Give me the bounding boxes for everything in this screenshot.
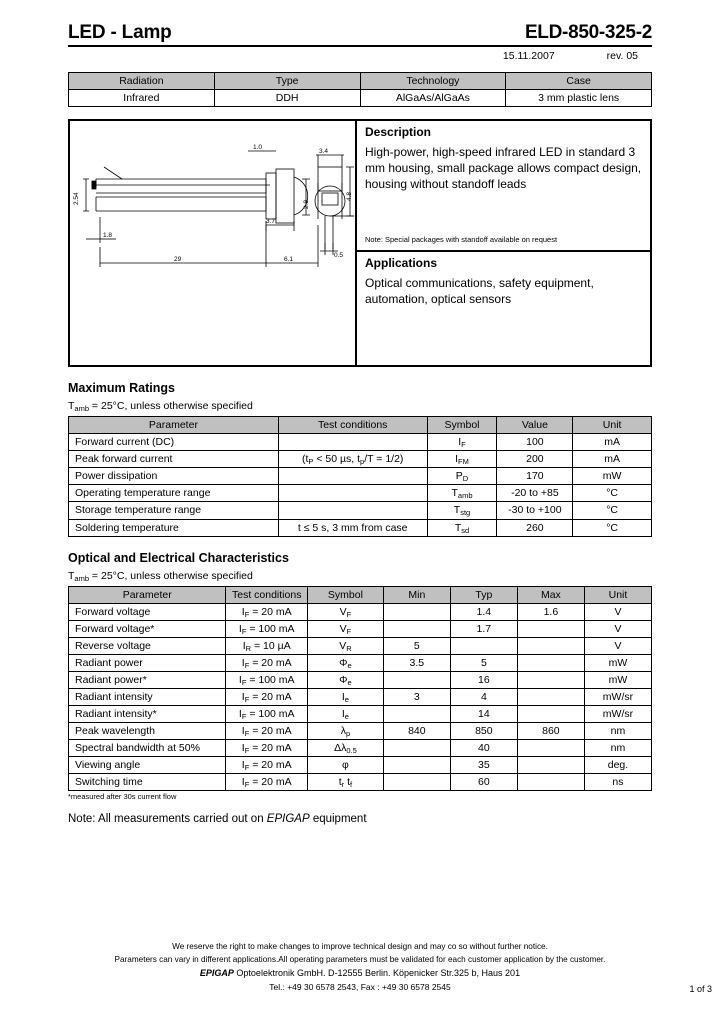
oc-test-conditions: $I_F = 20$ mA: [226, 723, 308, 740]
maximum-ratings-heading: Maximum Ratings: [68, 381, 175, 396]
description-note: Note: Special packages with standoff available on request: [365, 235, 558, 245]
table-row: [69, 451, 652, 468]
oc-parameter: Radiant power*: [69, 671, 226, 688]
dim-6-1: 6.1: [284, 256, 294, 264]
footer-address: Optoelektronik GmbH. D-12555 Berlin. Köpenicker Str.325 b, Haus 201: [233, 967, 521, 978]
table-row: [69, 654, 652, 671]
table-row: [69, 774, 652, 791]
footer-company: EPIGAP: [199, 967, 234, 978]
oc-typ: 4: [450, 688, 517, 705]
oc-max: [517, 671, 584, 688]
oc-typ: 14: [450, 706, 517, 723]
mr-unit: mW: [573, 468, 652, 485]
dim-3-7: 3.7: [266, 218, 276, 226]
oc-unit: V: [584, 620, 651, 637]
table-row: [69, 740, 652, 757]
mr-unit: °C: [573, 519, 652, 536]
measurement-note: [68, 813, 652, 825]
oc-min: [383, 620, 450, 637]
dim-2-54: 2.54: [73, 192, 80, 206]
oc-symbol: $\Phi_e$: [308, 671, 384, 688]
oc-typ: 40: [450, 740, 517, 757]
optical-footnote: *measured after 30s current flow: [68, 792, 177, 802]
oc-unit: mW/sr: [584, 706, 651, 723]
table-row: [69, 485, 652, 502]
mr-test-conditions: [278, 468, 427, 485]
oc-symbol: $t_r$ $t_f$: [308, 774, 384, 791]
oc-symbol: $\Delta\lambda_{0.5}$: [308, 740, 384, 757]
applications-body: Optical communications, safety equipment, automation, optical sensors: [365, 276, 594, 306]
optical-characteristics-table: [68, 586, 652, 792]
mr-symbol: $T_{amb}$: [427, 485, 497, 502]
table-row: [69, 688, 652, 705]
col-type: Type: [214, 73, 360, 90]
mr-value: 170: [497, 468, 573, 485]
mr-col-test-conditions: Test conditions: [278, 417, 427, 434]
oc-max: [517, 654, 584, 671]
oc-min: [383, 603, 450, 620]
oc-parameter: Viewing angle: [69, 757, 226, 774]
oc-parameter: Radiant power: [69, 654, 226, 671]
oc-min: 3.5: [383, 654, 450, 671]
oc-max: [517, 774, 584, 791]
maximum-ratings-table: [68, 416, 652, 536]
document-revision: rev. 05: [606, 50, 638, 62]
package-drawing: [70, 121, 357, 365]
dim-4-8: 4.8: [346, 192, 353, 202]
table-row: [69, 468, 652, 485]
mr-unit: °C: [573, 485, 652, 502]
mr-body: [69, 434, 652, 536]
dim-0-5: 0.5: [334, 252, 344, 260]
applications-pane: [357, 252, 650, 365]
oc-symbol: $\Phi_e$: [308, 654, 384, 671]
optical-characteristics-table-wrap: [68, 586, 652, 792]
oc-symbol: $V_F$: [308, 603, 384, 620]
mr-symbol: $I_{FM}$: [427, 451, 497, 468]
oc-symbol: $I_e$: [308, 688, 384, 705]
note-prefix: Note: All measurements carried out on: [68, 813, 267, 826]
table-row: [69, 620, 652, 637]
mr-unit: mA: [573, 434, 652, 451]
oc-test-conditions: $I_F = 100$ mA: [226, 671, 308, 688]
oc-parameter: Radiant intensity*: [69, 706, 226, 723]
mr-header-row: [69, 417, 652, 434]
oc-parameter: Spectral bandwidth at 50%: [69, 740, 226, 757]
oc-test-conditions: $I_F = 20$ mA: [226, 603, 308, 620]
mr-col-parameter: Parameter: [69, 417, 279, 434]
table-row: [69, 637, 652, 654]
mr-symbol: $T_{stg}$: [427, 502, 497, 519]
table-row: [69, 706, 652, 723]
oc-max: 1.6: [517, 603, 584, 620]
oc-symbol: $\lambda_p$: [308, 723, 384, 740]
oc-test-conditions: $I_F = 100$ mA: [226, 706, 308, 723]
oc-max: [517, 637, 584, 654]
dim-3-4: 3.4: [319, 148, 329, 156]
oc-test-conditions: $I_F = 100$ mA: [226, 620, 308, 637]
note-brand: EPIGAP: [266, 813, 310, 826]
page-number: 1 of 3: [689, 984, 712, 994]
mr-col-unit: Unit: [573, 417, 652, 434]
table-row: [69, 757, 652, 774]
summary-table-wrap: [68, 72, 652, 107]
oc-test-conditions: $I_F = 20$ mA: [226, 757, 308, 774]
oc-typ: 60: [450, 774, 517, 791]
maximum-ratings-subheading: $T_{amb} = 25^\circ C$, unless otherwise specified: [68, 400, 253, 414]
summary-table: [68, 72, 652, 107]
table-row: [69, 502, 652, 519]
header-meta: [30, 47, 690, 62]
oc-body: [69, 603, 652, 791]
optical-characteristics-heading: Optical and Electrical Characteristics: [68, 550, 289, 565]
oc-max: [517, 688, 584, 705]
mr-value: -20 to +85: [497, 485, 573, 502]
value-case: 3 mm plastic lens: [506, 90, 652, 107]
oc-typ: [450, 637, 517, 654]
summary-value-row: [69, 90, 652, 107]
table-row: [69, 434, 652, 451]
oc-min: [383, 740, 450, 757]
dim-1-8: 1.8: [103, 232, 113, 240]
oc-max: [517, 706, 584, 723]
package-drawing-svg: [70, 121, 355, 365]
info-block: [68, 119, 652, 367]
mr-unit: mA: [573, 451, 652, 468]
oc-parameter: Forward voltage*: [69, 620, 226, 637]
oc-typ: 850: [450, 723, 517, 740]
mr-symbol: $T_{sd}$: [427, 519, 497, 536]
mr-value: 260: [497, 519, 573, 536]
oc-symbol: $V_F$: [308, 620, 384, 637]
oc-parameter: Switching time: [69, 774, 226, 791]
oc-symbol: $I_e$: [308, 706, 384, 723]
mr-parameter: Power dissipation: [69, 468, 279, 485]
mr-value: -30 to +100: [497, 502, 573, 519]
mr-unit: °C: [573, 502, 652, 519]
oc-typ: 1.4: [450, 603, 517, 620]
mr-symbol: $I_F$: [427, 434, 497, 451]
oc-unit: mW/sr: [584, 688, 651, 705]
maximum-ratings-table-wrap: [68, 416, 652, 536]
dim-2-8: 2.8: [303, 200, 310, 210]
oc-unit: V: [584, 637, 651, 654]
mr-test-conditions: [278, 434, 427, 451]
oc-parameter: Radiant intensity: [69, 688, 226, 705]
oc-min: [383, 774, 450, 791]
dim-1-0: 1.0: [253, 144, 263, 152]
oc-min: [383, 757, 450, 774]
oc-parameter: Peak wavelength: [69, 723, 226, 740]
oc-col-symbol: Symbol: [308, 586, 384, 603]
oc-col-typ: Typ: [450, 586, 517, 603]
oc-symbol: φ: [308, 757, 384, 774]
oc-typ: 16: [450, 671, 517, 688]
mr-test-conditions: [278, 502, 427, 519]
oc-unit: mW: [584, 671, 651, 688]
oc-unit: nm: [584, 723, 651, 740]
oc-unit: V: [584, 603, 651, 620]
applications-heading: Applications: [365, 256, 438, 271]
col-case: Case: [506, 73, 652, 90]
oc-col-test-conditions: Test conditions: [226, 586, 308, 603]
oc-parameter: Forward voltage: [69, 603, 226, 620]
mr-parameter: Forward current (DC): [69, 434, 279, 451]
oc-parameter: Reverse voltage: [69, 637, 226, 654]
oc-col-min: Min: [383, 586, 450, 603]
oc-min: [383, 671, 450, 688]
document-date: 15.11.2007: [502, 50, 555, 62]
oc-unit: ns: [584, 774, 651, 791]
oc-min: [383, 706, 450, 723]
mr-value: 100: [497, 434, 573, 451]
oc-typ: 35: [450, 757, 517, 774]
footer-company-address: [30, 967, 690, 981]
document-title: LED - Lamp: [68, 22, 172, 43]
oc-min: 840: [383, 723, 450, 740]
oc-min: 5: [383, 637, 450, 654]
part-number: ELD-850-325-2: [524, 22, 652, 43]
mr-symbol: $P_D$: [427, 468, 497, 485]
mr-col-value: Value: [497, 417, 573, 434]
optical-characteristics-subheading: $T_{amb} = 25^\circ C$, unless otherwise specified: [68, 569, 253, 583]
oc-unit: mW: [584, 654, 651, 671]
oc-test-conditions: $I_F = 20$ mA: [226, 688, 308, 705]
oc-max: [517, 740, 584, 757]
oc-col-max: Max: [517, 586, 584, 603]
page-footer: [30, 941, 690, 994]
oc-min: 3: [383, 688, 450, 705]
oc-max: [517, 620, 584, 637]
table-row: [69, 519, 652, 536]
oc-typ: 5: [450, 654, 517, 671]
summary-header-row: [69, 73, 652, 90]
table-row: [69, 671, 652, 688]
note-suffix: equipment: [309, 813, 367, 826]
oc-col-unit: Unit: [584, 586, 651, 603]
mr-test-conditions: t ≤ 5 s, 3 mm from case: [278, 519, 427, 536]
mr-test-conditions: [278, 485, 427, 502]
oc-typ: 1.7: [450, 620, 517, 637]
oc-symbol: $V_R$: [308, 637, 384, 654]
table-row: [69, 603, 652, 620]
oc-test-conditions: $I_R = 10$ µA: [226, 637, 308, 654]
oc-test-conditions: $I_F = 20$ mA: [226, 740, 308, 757]
oc-max: 860: [517, 723, 584, 740]
footer-line-1: We reserve the right to make changes to improve technical design and may co so without further notice.: [172, 942, 548, 952]
footer-contact: Tel.: +49 30 6578 2543, Fax : +49 30 6578 2545: [269, 981, 451, 992]
oc-col-parameter: Parameter: [69, 586, 226, 603]
value-type: DDH: [214, 90, 360, 107]
oc-test-conditions: $I_F = 20$ mA: [226, 774, 308, 791]
col-technology: Technology: [360, 73, 506, 90]
dim-29: 29: [174, 256, 182, 264]
info-text-column: [357, 121, 650, 365]
mr-test-conditions: ($t_P < 50$ µs, $t_p/T = 1/2$): [278, 451, 427, 468]
value-technology: AlGaAs/AlGaAs: [360, 90, 506, 107]
mr-col-symbol: Symbol: [427, 417, 497, 434]
oc-unit: deg.: [584, 757, 651, 774]
oc-unit: nm: [584, 740, 651, 757]
value-radiation: Infrared: [69, 90, 215, 107]
oc-header-row: [69, 586, 652, 603]
description-body: High-power, high-speed infrared LED in standard 3 mm housing, small package allows compact design, housing without standoff leads: [365, 145, 642, 191]
col-radiation: Radiation: [69, 73, 215, 90]
description-heading: Description: [365, 125, 432, 140]
page-header: [30, 22, 690, 44]
description-pane: [357, 121, 650, 252]
mr-parameter: Storage temperature range: [69, 502, 279, 519]
mr-value: 200: [497, 451, 573, 468]
table-row: [69, 723, 652, 740]
mr-parameter: Operating temperature range: [69, 485, 279, 502]
oc-max: [517, 757, 584, 774]
mr-parameter: Soldering temperature: [69, 519, 279, 536]
oc-test-conditions: $I_F = 20$ mA: [226, 654, 308, 671]
footer-line-2: Parameters can vary in different applications.All operating parameters must be validated for each customer application by the customer.: [114, 955, 606, 965]
mr-parameter: Peak forward current: [69, 451, 279, 468]
